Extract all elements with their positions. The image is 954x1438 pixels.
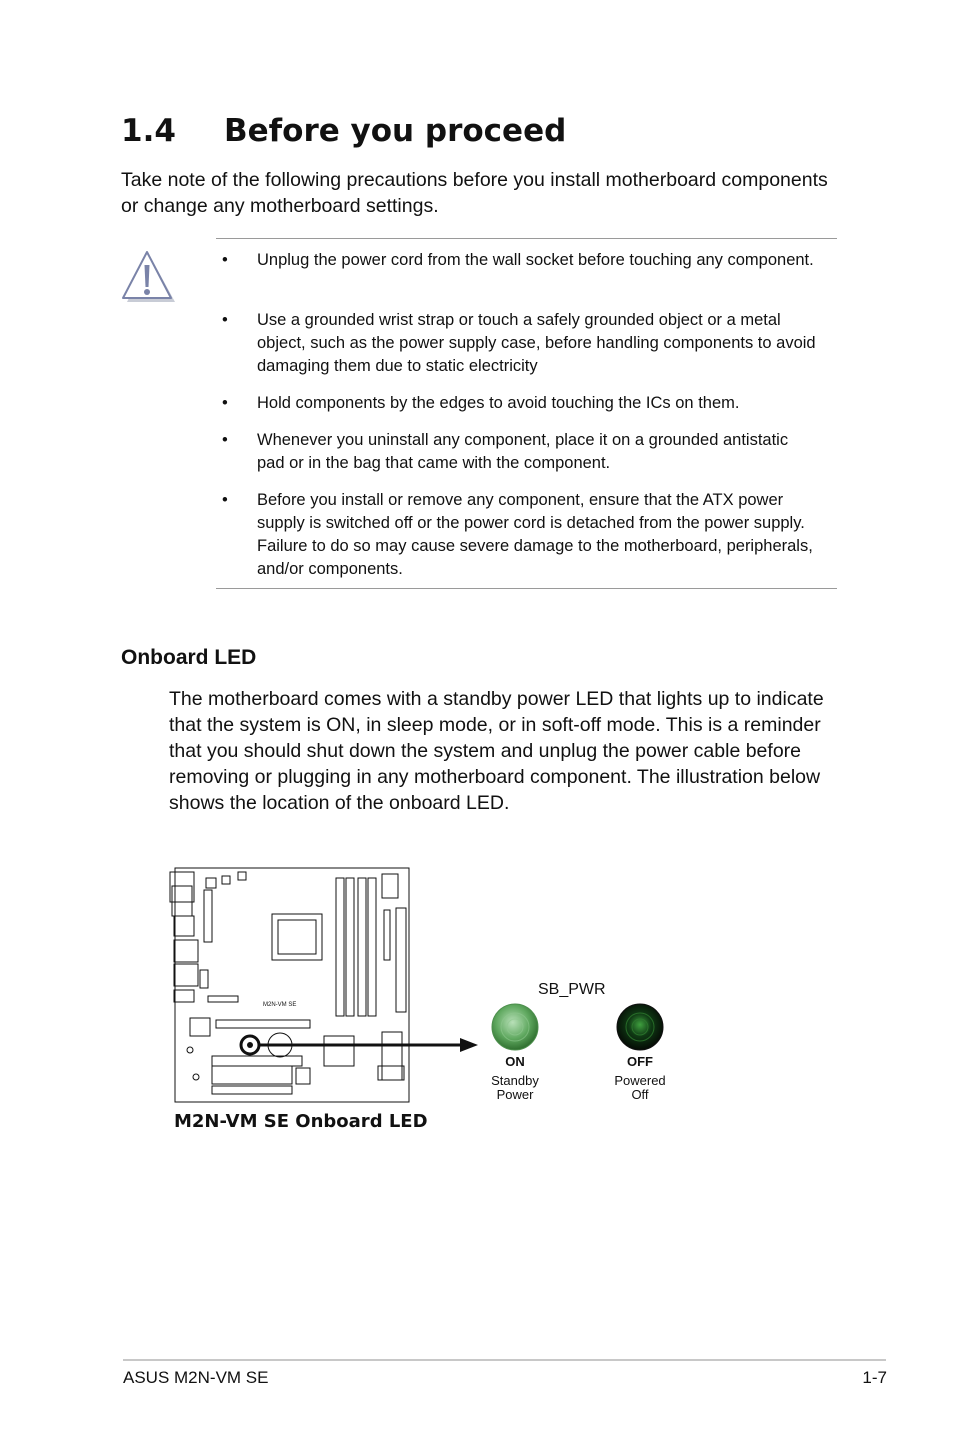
board-label: M2N-VM SE	[263, 1002, 297, 1008]
intro-paragraph: Take note of the following precautions before you install motherboard components or change any motherboard settings.	[121, 169, 828, 217]
precaution-text: Hold components by the edges to avoid touching the ICs on them.	[257, 394, 740, 412]
precaution-text: Before you install or remove any component, ensure that the ATX power supply is switched off or the power cord is detached from the power supply. Failure to do so may cause severe damage to the motherboard, peripherals, and/or components.	[257, 491, 813, 578]
precautions-box	[216, 238, 837, 589]
led-location-dot	[247, 1042, 253, 1048]
led-name-label: SB_PWR	[538, 981, 606, 998]
section-heading	[121, 113, 566, 149]
footer-page-number: 1-7	[862, 1368, 887, 1387]
led-off-state: OFF	[627, 1054, 653, 1069]
bullet-mark: •	[222, 394, 228, 412]
led-off-desc-line2: Off	[631, 1087, 649, 1102]
warning-icon	[121, 250, 175, 302]
led-on-state: ON	[505, 1054, 525, 1069]
precaution-text: Use a grounded wrist strap or touch a safely grounded object or a metal object, such as the power supply case, before handling components to avoid damaging them due to static electricity	[257, 311, 816, 375]
led-off-icon	[617, 1004, 663, 1050]
pointer-arrowhead	[460, 1038, 478, 1052]
bullet-mark: •	[222, 311, 228, 329]
bullet-mark: •	[222, 491, 228, 509]
footer-product-name: ASUS M2N-VM SE	[123, 1368, 269, 1387]
precaution-item	[216, 309, 816, 378]
led-off-desc-line1: Powered	[614, 1073, 666, 1088]
bullet-mark: •	[222, 251, 228, 269]
footer-rule	[123, 1359, 886, 1361]
precaution-item	[216, 489, 816, 581]
onboard-led-paragraph: The motherboard comes with a standby power LED that lights up to indicate that the system is ON, in sleep mode, or in soft-off mode. This is a reminder that you should shut down the system and unplug the power cable before removing or plugging in any motherboard component. The illustration below shows the location of the onboard LED.	[169, 688, 824, 814]
precaution-item	[216, 392, 816, 415]
onboard-led-diagram	[160, 860, 720, 1140]
bullet-mark: •	[222, 431, 228, 449]
motherboard-outline	[170, 868, 409, 1102]
onboard-led-heading: Onboard LED	[121, 646, 257, 669]
precaution-text: Unplug the power cord from the wall socket before touching any component.	[257, 251, 814, 269]
led-on-desc-line1: Standby	[491, 1073, 539, 1088]
precaution-item	[216, 429, 816, 475]
section-title: Before you proceed	[224, 113, 567, 149]
led-on-desc-line2: Power	[496, 1087, 534, 1102]
precaution-text: Whenever you uninstall any component, place it on a grounded antistatic pad or in the bag that came with the component.	[257, 431, 789, 472]
section-number: 1.4	[121, 113, 176, 149]
precaution-item	[216, 249, 816, 272]
diagram-caption: M2N-VM SE Onboard LED	[174, 1111, 428, 1132]
led-on-icon	[492, 1004, 538, 1050]
